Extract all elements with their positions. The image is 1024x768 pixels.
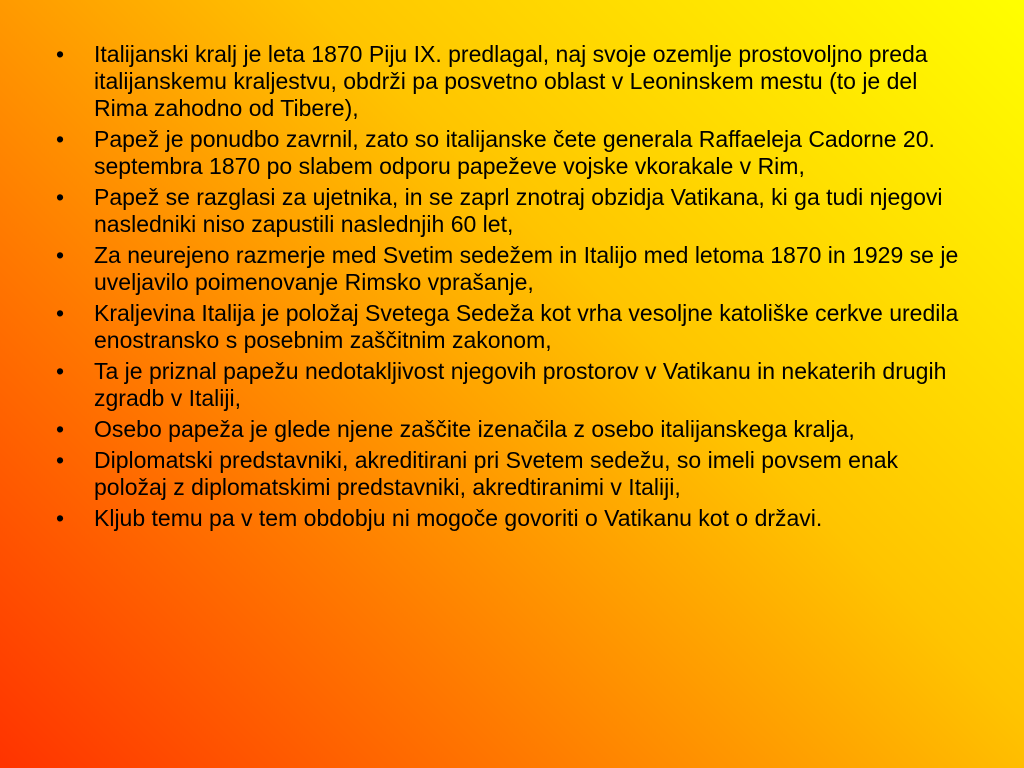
bullet-icon: • (56, 505, 65, 531)
bullet-item (56, 300, 962, 354)
bullet-item (56, 41, 962, 122)
bullet-item (56, 242, 962, 296)
bullet-text: Papež se razglasi za ujetnika, in se zaprl znotraj obzidja Vatikana, ki ga tudi njegovi nasledniki niso zapustili naslednjih 60 let, (94, 184, 943, 237)
bullet-icon: • (56, 184, 65, 210)
bullet-text: Kraljevina Italija je položaj Svetega Sedeža kot vrha vesoljne katoliške cerkve uredila enostransko s posebnim zaščitnim zakonom, (94, 300, 959, 353)
bullet-item (56, 416, 962, 443)
bullet-text: Diplomatski predstavniki, akreditirani pri Svetem sedežu, so imeli povsem enak položaj z diplomatskimi predstavniki, akredtiranimi v Italiji, (94, 447, 899, 500)
bullet-text: Ta je priznal papežu nedotakljivost njegovih prostorov v Vatikanu in nekaterih drugih zgradb v Italiji, (94, 358, 947, 411)
bullet-icon: • (56, 126, 65, 152)
bullet-icon: • (56, 300, 65, 326)
bullet-icon: • (56, 242, 65, 268)
bullet-list (56, 41, 962, 536)
bullet-text: Papež je ponudbo zavrnil, zato so italijanske čete generala Raffaeleja Cadorne 20. septembra 1870 po slabem odporu papeževe vojske vkorakale v Rim, (94, 126, 935, 179)
bullet-text: Italijanski kralj je leta 1870 Piju IX. predlagal, naj svoje ozemlje prostovoljno preda italijanskemu kraljestvu, obdrži pa posvetno oblast v Leoninskem mestu (to je del Rima zahodno od Tibere), (94, 41, 928, 121)
bullet-icon: • (56, 447, 65, 473)
bullet-icon: • (56, 41, 65, 67)
bullet-text: Kljub temu pa v tem obdobju ni mogoče govoriti o Vatikanu kot o državi. (94, 505, 823, 531)
bullet-icon: • (56, 358, 65, 384)
bullet-item (56, 184, 962, 238)
bullet-item (56, 447, 962, 501)
bullet-item (56, 358, 962, 412)
bullet-item (56, 126, 962, 180)
bullet-item (56, 505, 962, 532)
bullet-text: Za neurejeno razmerje med Svetim sedežem in Italijo med letoma 1870 in 1929 se je uveljavilo poimenovanje Rimsko vprašanje, (94, 242, 959, 295)
bullet-icon: • (56, 416, 65, 442)
bullet-text: Osebo papeža je glede njene zaščite izenačila z osebo italijanskega kralja, (94, 416, 855, 442)
